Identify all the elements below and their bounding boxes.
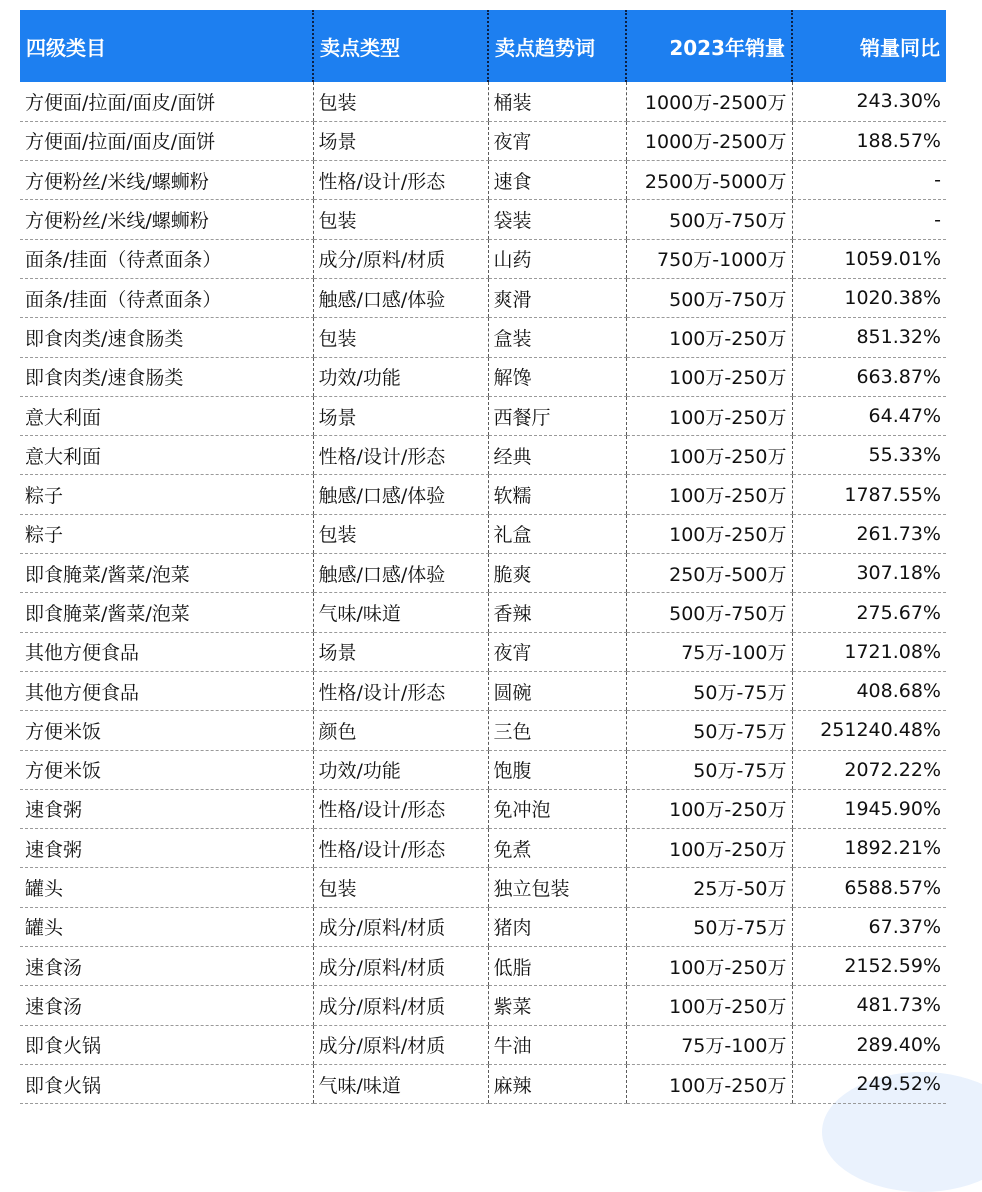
header-category: 四级类目	[26, 35, 106, 60]
cell-selling-point-type: 气味/味道	[313, 1064, 488, 1103]
sales-trend-table	[20, 10, 946, 1104]
table-row	[20, 357, 946, 396]
table-row	[20, 554, 946, 593]
table-row	[20, 671, 946, 710]
cell-category: 方便米饭	[20, 711, 313, 750]
cell-sales-2023: 100万-250万	[626, 1064, 792, 1103]
cell-selling-point-type: 性格/设计/形态	[313, 671, 488, 710]
table-row	[20, 239, 946, 278]
cell-trend-word: 饱腹	[488, 750, 626, 789]
table-row	[20, 593, 946, 632]
cell-selling-point-type: 功效/功能	[313, 357, 488, 396]
table-row	[20, 121, 946, 160]
table-row	[20, 868, 946, 907]
cell-sales-2023: 100万-250万	[626, 829, 792, 868]
cell-yoy: 408.68%	[792, 671, 946, 710]
cell-sales-2023: 50万-75万	[626, 907, 792, 946]
cell-yoy: 663.87%	[792, 357, 946, 396]
cell-category: 意大利面	[20, 436, 313, 475]
cell-yoy: 2072.22%	[792, 750, 946, 789]
cell-sales-2023: 100万-250万	[626, 947, 792, 986]
cell-selling-point-type: 场景	[313, 632, 488, 671]
cell-yoy: 289.40%	[792, 1025, 946, 1064]
cell-trend-word: 桶装	[488, 82, 626, 121]
cell-category: 面条/挂面（待煮面条）	[20, 278, 313, 317]
cell-sales-2023: 250万-500万	[626, 554, 792, 593]
cell-selling-point-type: 包装	[313, 514, 488, 553]
cell-category: 速食粥	[20, 829, 313, 868]
cell-sales-2023: 750万-1000万	[626, 239, 792, 278]
cell-sales-2023: 500万-750万	[626, 200, 792, 239]
cell-sales-2023: 100万-250万	[626, 318, 792, 357]
cell-yoy: 6588.57%	[792, 868, 946, 907]
cell-category: 粽子	[20, 475, 313, 514]
table-row	[20, 475, 946, 514]
cell-sales-2023: 1000万-2500万	[626, 82, 792, 121]
header-row	[20, 10, 946, 82]
cell-yoy: 188.57%	[792, 121, 946, 160]
cell-category: 即食腌菜/酱菜/泡菜	[20, 593, 313, 632]
data-table-container	[20, 10, 946, 1104]
cell-category: 即食肉类/速食肠类	[20, 318, 313, 357]
cell-trend-word: 夜宵	[488, 121, 626, 160]
cell-selling-point-type: 包装	[313, 318, 488, 357]
cell-yoy: 2152.59%	[792, 947, 946, 986]
table-row	[20, 1025, 946, 1064]
cell-yoy: 1721.08%	[792, 632, 946, 671]
cell-sales-2023: 1000万-2500万	[626, 121, 792, 160]
cell-trend-word: 爽滑	[488, 278, 626, 317]
table-row	[20, 200, 946, 239]
cell-sales-2023: 500万-750万	[626, 593, 792, 632]
cell-selling-point-type: 场景	[313, 396, 488, 435]
cell-trend-word: 软糯	[488, 475, 626, 514]
cell-trend-word: 麻辣	[488, 1064, 626, 1103]
cell-category: 即食火锅	[20, 1025, 313, 1064]
header-sales-2023: 2023年销量	[626, 10, 792, 82]
table-header	[20, 10, 946, 82]
cell-selling-point-type: 包装	[313, 82, 488, 121]
cell-selling-point-type: 场景	[313, 121, 488, 160]
cell-category: 方便米饭	[20, 750, 313, 789]
cell-category: 速食汤	[20, 986, 313, 1025]
cell-selling-point-type: 性格/设计/形态	[313, 829, 488, 868]
cell-trend-word: 山药	[488, 239, 626, 278]
table-row	[20, 396, 946, 435]
cell-category: 其他方便食品	[20, 671, 313, 710]
cell-trend-word: 紫菜	[488, 986, 626, 1025]
cell-yoy: 307.18%	[792, 554, 946, 593]
table-row	[20, 436, 946, 475]
cell-yoy: 1059.01%	[792, 239, 946, 278]
cell-trend-word: 牛油	[488, 1025, 626, 1064]
cell-trend-word: 免煮	[488, 829, 626, 868]
cell-yoy: 67.37%	[792, 907, 946, 946]
table-row	[20, 318, 946, 357]
cell-selling-point-type: 性格/设计/形态	[313, 436, 488, 475]
cell-category: 罐头	[20, 907, 313, 946]
cell-yoy: 249.52%	[792, 1064, 946, 1103]
cell-sales-2023: 50万-75万	[626, 671, 792, 710]
table-row	[20, 278, 946, 317]
table-row	[20, 1064, 946, 1103]
cell-yoy: 275.67%	[792, 593, 946, 632]
cell-yoy: 851.32%	[792, 318, 946, 357]
cell-category: 即食肉类/速食肠类	[20, 357, 313, 396]
header-selling-point-type: 卖点类型	[313, 10, 488, 82]
cell-sales-2023: 100万-250万	[626, 396, 792, 435]
cell-selling-point-type: 成分/原料/材质	[313, 907, 488, 946]
cell-yoy: 1945.90%	[792, 789, 946, 828]
cell-category: 即食腌菜/酱菜/泡菜	[20, 554, 313, 593]
cell-trend-word: 袋装	[488, 200, 626, 239]
table-row	[20, 82, 946, 121]
cell-trend-word: 圆碗	[488, 671, 626, 710]
cell-selling-point-type: 颜色	[313, 711, 488, 750]
cell-category: 方便面/拉面/面皮/面饼	[20, 121, 313, 160]
table-row	[20, 907, 946, 946]
cell-trend-word: 三色	[488, 711, 626, 750]
cell-trend-word: 独立包装	[488, 868, 626, 907]
header-yoy: 销量同比	[792, 10, 946, 82]
table-row	[20, 632, 946, 671]
cell-yoy: -	[792, 161, 946, 200]
cell-selling-point-type: 成分/原料/材质	[313, 986, 488, 1025]
cell-selling-point-type: 性格/设计/形态	[313, 789, 488, 828]
cell-yoy: -	[792, 200, 946, 239]
cell-category: 方便面/拉面/面皮/面饼	[20, 82, 313, 121]
cell-category: 意大利面	[20, 396, 313, 435]
cell-trend-word: 夜宵	[488, 632, 626, 671]
cell-selling-point-type: 触感/口感/体验	[313, 554, 488, 593]
cell-yoy: 261.73%	[792, 514, 946, 553]
cell-trend-word: 免冲泡	[488, 789, 626, 828]
cell-selling-point-type: 成分/原料/材质	[313, 947, 488, 986]
cell-category: 方便粉丝/米线/螺蛳粉	[20, 200, 313, 239]
cell-trend-word: 解馋	[488, 357, 626, 396]
cell-sales-2023: 75万-100万	[626, 1025, 792, 1064]
cell-sales-2023: 75万-100万	[626, 632, 792, 671]
cell-yoy: 1787.55%	[792, 475, 946, 514]
cell-trend-word: 脆爽	[488, 554, 626, 593]
cell-selling-point-type: 触感/口感/体验	[313, 475, 488, 514]
cell-selling-point-type: 成分/原料/材质	[313, 239, 488, 278]
table-row	[20, 829, 946, 868]
cell-trend-word: 礼盒	[488, 514, 626, 553]
cell-category: 其他方便食品	[20, 632, 313, 671]
cell-yoy: 55.33%	[792, 436, 946, 475]
cell-yoy: 64.47%	[792, 396, 946, 435]
cell-category: 速食汤	[20, 947, 313, 986]
table-row	[20, 750, 946, 789]
header-trend-word: 卖点趋势词	[488, 10, 626, 82]
cell-sales-2023: 25万-50万	[626, 868, 792, 907]
table-row	[20, 161, 946, 200]
cell-sales-2023: 500万-750万	[626, 278, 792, 317]
cell-sales-2023: 100万-250万	[626, 986, 792, 1025]
cell-selling-point-type: 气味/味道	[313, 593, 488, 632]
table-row	[20, 789, 946, 828]
table-row	[20, 947, 946, 986]
cell-sales-2023: 50万-75万	[626, 750, 792, 789]
table-row	[20, 986, 946, 1025]
cell-category: 面条/挂面（待煮面条）	[20, 239, 313, 278]
cell-sales-2023: 100万-250万	[626, 436, 792, 475]
cell-sales-2023: 50万-75万	[626, 711, 792, 750]
table-row	[20, 711, 946, 750]
cell-sales-2023: 100万-250万	[626, 475, 792, 514]
table-body	[20, 82, 946, 1104]
cell-selling-point-type: 成分/原料/材质	[313, 1025, 488, 1064]
table-row	[20, 514, 946, 553]
cell-trend-word: 盒装	[488, 318, 626, 357]
cell-category: 罐头	[20, 868, 313, 907]
cell-selling-point-type: 包装	[313, 200, 488, 239]
cell-yoy: 251240.48%	[792, 711, 946, 750]
cell-sales-2023: 100万-250万	[626, 514, 792, 553]
cell-sales-2023: 100万-250万	[626, 357, 792, 396]
cell-category: 即食火锅	[20, 1064, 313, 1103]
cell-yoy: 1892.21%	[792, 829, 946, 868]
cell-trend-word: 速食	[488, 161, 626, 200]
cell-selling-point-type: 性格/设计/形态	[313, 161, 488, 200]
cell-yoy: 243.30%	[792, 82, 946, 121]
cell-category: 方便粉丝/米线/螺蛳粉	[20, 161, 313, 200]
cell-yoy: 1020.38%	[792, 278, 946, 317]
cell-sales-2023: 100万-250万	[626, 789, 792, 828]
cell-selling-point-type: 功效/功能	[313, 750, 488, 789]
cell-category: 粽子	[20, 514, 313, 553]
cell-trend-word: 低脂	[488, 947, 626, 986]
cell-trend-word: 猪肉	[488, 907, 626, 946]
cell-trend-word: 香辣	[488, 593, 626, 632]
cell-category: 速食粥	[20, 789, 313, 828]
cell-trend-word: 西餐厅	[488, 396, 626, 435]
cell-trend-word: 经典	[488, 436, 626, 475]
cell-selling-point-type: 包装	[313, 868, 488, 907]
cell-sales-2023: 2500万-5000万	[626, 161, 792, 200]
cell-selling-point-type: 触感/口感/体验	[313, 278, 488, 317]
cell-yoy: 481.73%	[792, 986, 946, 1025]
